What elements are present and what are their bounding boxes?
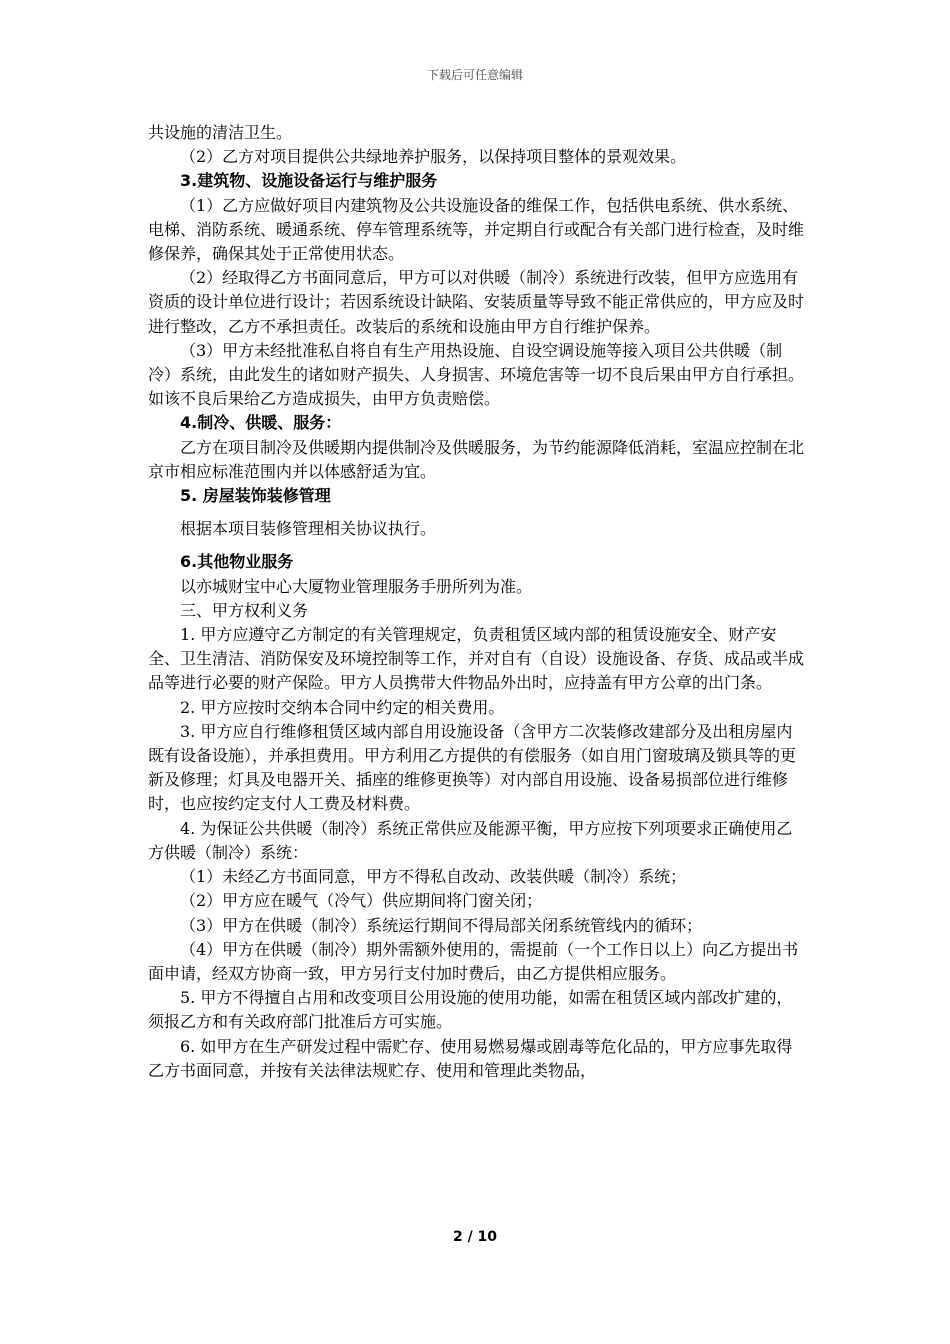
paragraph: 根据本项目装修管理相关协议执行。 — [180, 519, 437, 539]
paragraph: （1）乙方应做好项目内建筑物及公共设施设备的维保工作，包括供电系统、供水系统、电梯、消防系统、暖通系统、停车管理系统等，并定期自行或配合有关部门进行检查，及时维修保养，确保其处于正常使用状态。 — [148, 195, 805, 264]
document-body — [148, 121, 804, 1083]
paragraph: 以亦城财宝中心大厦物业管理服务手册所列为准。 — [180, 576, 533, 596]
paragraph: 共设施的清洁卫生。 — [148, 123, 293, 142]
section-heading: 3.建筑物、设施设备运行与维护服务 — [180, 171, 438, 191]
paragraph: （2）乙方对项目提供公共绿地养护服务，以保持项目整体的景观效果。 — [180, 147, 687, 167]
paragraph: 6. 如甲方在生产研发过程中需贮存、使用易燃易爆或剧毒等危化品的，甲方应事先取得乙方书面同意，并按有关法律法规贮存、使用和管理此类物品， — [148, 1036, 793, 1080]
page-number: 2 / 10 — [452, 1229, 498, 1245]
paragraph: 4. 为保证公共供暖（制冷）系统正常供应及能源平衡，甲方应按下列项要求正确使用乙方供暖（制冷）系统： — [148, 818, 793, 862]
list-item: （1）未经乙方书面同意，甲方不得私自改动、改装供暖（制冷）系统； — [180, 867, 687, 887]
paragraph: 1. 甲方应遵守乙方制定的有关管理规定，负责租赁区域内部的租赁设施安全、财产安全、卫生清洁、消防保安及环境控制等工作，并对自有（自设）设施设备、存货、成品或半成品等进行必要的财产保险。甲方人员携带大件物品外出时，应持盖有甲方公章的出门条。 — [148, 625, 805, 693]
list-item: （3）甲方在供暖（制冷）系统运行期间不得局部关闭系统管线内的循环； — [180, 915, 703, 935]
section-heading: 5. 房屋装饰装修管理 — [180, 486, 331, 506]
paragraph: （3）甲方未经批准私自将自有生产用热设施、自设空调设施等接入项目公共供暖（制冷）系统，由此发生的诸如财产损失、人身损害、环境危害等一切不良后果由甲方自行承担。如该不良后果给乙方造成损失，由甲方负责赔偿。 — [148, 340, 805, 409]
page-header: 下载后可任意编辑 — [426, 68, 523, 82]
list-item: （2）甲方应在暖气（冷气）供应期间将门窗关闭； — [180, 891, 543, 911]
paragraph: 2. 甲方应按时交纳本合同中约定的相关费用。 — [180, 697, 505, 717]
section-heading: 三、甲方权利义务 — [180, 600, 309, 620]
paragraph: 乙方在项目制冷及供暖期内提供制冷及供暖服务，为节约能源降低消耗，室温应控制在北京市相应标准范围内并以体感舒适为宜。 — [148, 437, 805, 481]
paragraph: （2）经取得乙方书面同意后，甲方可以对供暖（制冷）系统进行改装，但甲方应选用有资质的设计单位进行设计；若因系统设计缺陷、安装质量等导致不能正常供应的，甲方应及时进行整改，乙方不承担责任。改装后的系统和设施由甲方自行维护保养。 — [148, 268, 805, 336]
paragraph: 5. 甲方不得擅自占用和改变项目公用设施的使用功能，如需在租赁区域内部改扩建的，须报乙方和有关政府部门批准后方可实施。 — [148, 988, 793, 1032]
section-heading: 6.其他物业服务 — [180, 552, 294, 572]
section-heading: 4.制冷、供暖、服务： — [180, 413, 342, 433]
paragraph: 3. 甲方应自行维修租赁区域内部自用设施设备（含甲方二次装修改建部分及出租房屋内既有设备设施），并承担费用。甲方利用乙方提供的有偿服务（如自用门窗玻璃及锁具等的更新及修理；灯具及电器开关、插座的维修更换等）对内部自用设施、设备易损部位进行维修时，也应按约定支付人工费及材料费。 — [148, 721, 797, 814]
list-item: （4）甲方在供暖（制冷）期外需额外使用的，需提前（一个工作日以上）向乙方提出书面申请，经双方协商一致，甲方另行支付加时费后，由乙方提供相应服务。 — [148, 939, 799, 983]
